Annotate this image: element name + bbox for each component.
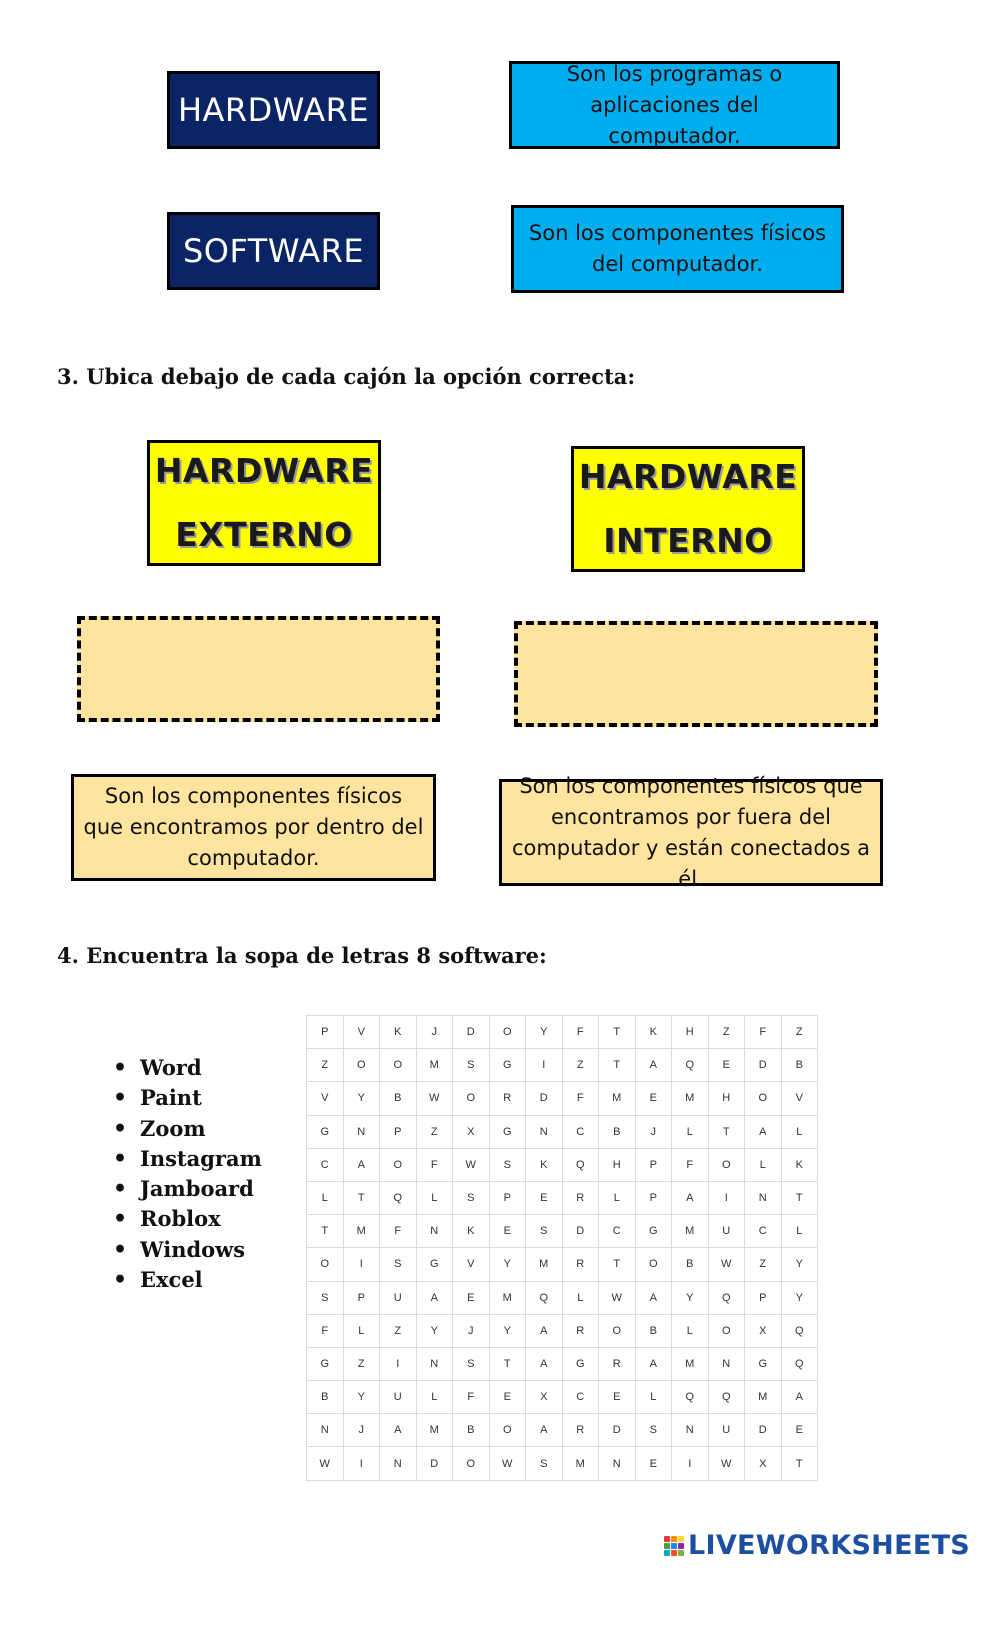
grid-letter-cell[interactable]: H — [708, 1082, 745, 1115]
grid-letter-cell[interactable]: A — [416, 1281, 453, 1314]
grid-letter-cell[interactable]: Z — [416, 1115, 453, 1148]
grid-letter-cell[interactable]: O — [380, 1148, 417, 1181]
grid-letter-cell[interactable]: K — [526, 1148, 563, 1181]
grid-letter-cell[interactable]: P — [745, 1281, 782, 1314]
logo-square — [678, 1543, 684, 1549]
grid-letter-cell[interactable]: B — [380, 1082, 417, 1115]
grid-letter-cell[interactable]: Q — [526, 1281, 563, 1314]
grid-letter-cell[interactable]: Y — [781, 1248, 818, 1281]
grid-letter-cell[interactable]: N — [745, 1181, 782, 1214]
grid-row — [307, 1115, 818, 1148]
grid-letter-cell[interactable]: O — [489, 1016, 526, 1049]
grid-letter-cell[interactable]: M — [416, 1049, 453, 1082]
grid-letter-cell[interactable]: Z — [745, 1248, 782, 1281]
grid-letter-cell[interactable]: G — [489, 1049, 526, 1082]
definition-text: Son los componentes físicos del computador. — [528, 221, 827, 276]
grid-letter-cell[interactable]: V — [781, 1082, 818, 1115]
grid-letter-cell[interactable]: Q — [380, 1181, 417, 1214]
grid-letter-cell[interactable]: P — [635, 1148, 672, 1181]
grid-letter-cell[interactable]: C — [562, 1381, 599, 1414]
grid-letter-cell[interactable]: F — [453, 1381, 490, 1414]
grid-letter-cell[interactable]: E — [489, 1381, 526, 1414]
grid-row — [307, 1016, 818, 1049]
grid-row — [307, 1082, 818, 1115]
grid-letter-cell[interactable]: B — [599, 1115, 636, 1148]
definition-box-components[interactable] — [511, 205, 844, 293]
grid-letter-cell[interactable]: V — [453, 1248, 490, 1281]
grid-letter-cell[interactable]: V — [307, 1082, 344, 1115]
grid-letter-cell[interactable]: A — [635, 1049, 672, 1082]
grid-letter-cell[interactable]: O — [745, 1082, 782, 1115]
logo-square — [671, 1550, 677, 1556]
grid-letter-cell[interactable]: L — [599, 1181, 636, 1214]
category-line1: HARDWARE — [578, 457, 798, 496]
grid-letter-cell[interactable]: Q — [672, 1381, 709, 1414]
word-search-grid — [306, 1015, 818, 1481]
grid-letter-cell[interactable]: T — [599, 1248, 636, 1281]
grid-letter-cell[interactable]: C — [599, 1215, 636, 1248]
logo-square — [664, 1536, 670, 1542]
category-box-external — [147, 440, 381, 566]
grid-row — [307, 1447, 818, 1480]
grid-letter-cell[interactable]: Z — [307, 1049, 344, 1082]
grid-letter-cell[interactable]: S — [380, 1248, 417, 1281]
definition-box-programs[interactable] — [509, 61, 840, 149]
logo-square — [671, 1543, 677, 1549]
grid-letter-cell[interactable]: T — [708, 1115, 745, 1148]
logo-square — [664, 1543, 670, 1549]
grid-letter-cell[interactable]: H — [599, 1148, 636, 1181]
grid-letter-cell[interactable]: R — [562, 1414, 599, 1447]
grid-letter-cell[interactable]: A — [781, 1381, 818, 1414]
grid-letter-cell[interactable]: T — [307, 1215, 344, 1248]
grid-row — [307, 1381, 818, 1414]
grid-letter-cell[interactable]: F — [672, 1148, 709, 1181]
section-4-heading: 4. Encuentra la sopa de letras 8 software: — [57, 943, 547, 968]
grid-letter-cell[interactable]: A — [526, 1347, 563, 1380]
grid-letter-cell[interactable]: R — [562, 1314, 599, 1347]
grid-letter-cell[interactable]: T — [781, 1447, 818, 1480]
grid-letter-cell[interactable]: M — [599, 1082, 636, 1115]
option-text: Son los componentes físicos que encontramos por dentro del computador. — [83, 784, 424, 870]
grid-letter-cell[interactable]: O — [453, 1447, 490, 1480]
grid-letter-cell[interactable]: D — [562, 1215, 599, 1248]
grid-letter-cell[interactable]: G — [416, 1248, 453, 1281]
grid-letter-cell[interactable]: J — [416, 1016, 453, 1049]
grid-letter-cell[interactable]: C — [307, 1148, 344, 1181]
grid-letter-cell[interactable]: D — [745, 1414, 782, 1447]
term-box-software[interactable] — [167, 212, 380, 290]
grid-letter-cell[interactable]: X — [745, 1314, 782, 1347]
word-item: • Jamboard — [113, 1174, 262, 1204]
grid-letter-cell[interactable]: O — [343, 1049, 380, 1082]
grid-row — [307, 1248, 818, 1281]
grid-letter-cell[interactable]: B — [453, 1414, 490, 1447]
grid-letter-cell[interactable]: N — [343, 1115, 380, 1148]
grid-letter-cell[interactable]: E — [453, 1281, 490, 1314]
definition-text: Son los programas o aplicaciones del computador. — [566, 61, 783, 148]
term-box-hardware[interactable] — [167, 71, 380, 149]
grid-letter-cell[interactable]: N — [380, 1447, 417, 1480]
grid-letter-cell[interactable]: Y — [343, 1381, 380, 1414]
grid-letter-cell[interactable]: G — [635, 1215, 672, 1248]
grid-letter-cell[interactable]: Q — [708, 1281, 745, 1314]
grid-letter-cell[interactable]: U — [708, 1414, 745, 1447]
grid-letter-cell[interactable]: O — [635, 1248, 672, 1281]
grid-letter-cell[interactable]: A — [343, 1148, 380, 1181]
grid-letter-cell[interactable]: J — [343, 1414, 380, 1447]
word-list — [113, 1053, 262, 1295]
grid-letter-cell[interactable]: S — [453, 1347, 490, 1380]
grid-letter-cell[interactable]: F — [562, 1016, 599, 1049]
grid-letter-cell[interactable]: X — [453, 1115, 490, 1148]
grid-letter-cell[interactable]: G — [562, 1347, 599, 1380]
grid-letter-cell[interactable]: R — [599, 1347, 636, 1380]
logo-square — [678, 1550, 684, 1556]
grid-letter-cell[interactable]: Y — [416, 1314, 453, 1347]
grid-letter-cell[interactable]: B — [307, 1381, 344, 1414]
option-inside[interactable] — [71, 774, 436, 881]
grid-row — [307, 1281, 818, 1314]
grid-letter-cell[interactable]: K — [781, 1148, 818, 1181]
drop-zone-internal[interactable] — [514, 621, 878, 727]
grid-letter-cell[interactable]: W — [453, 1148, 490, 1181]
grid-letter-cell[interactable]: B — [635, 1314, 672, 1347]
grid-letter-cell[interactable]: Q — [672, 1049, 709, 1082]
grid-letter-cell[interactable]: D — [745, 1049, 782, 1082]
logo-squares-icon — [664, 1536, 684, 1556]
grid-letter-cell[interactable]: E — [708, 1049, 745, 1082]
grid-letter-cell[interactable]: R — [562, 1181, 599, 1214]
grid-letter-cell[interactable]: P — [489, 1181, 526, 1214]
term-label: SOFTWARE — [182, 232, 365, 270]
grid-letter-cell[interactable]: P — [635, 1181, 672, 1214]
grid-letter-cell[interactable]: D — [526, 1082, 563, 1115]
grid-letter-cell[interactable]: Y — [781, 1281, 818, 1314]
grid-letter-cell[interactable]: W — [708, 1447, 745, 1480]
grid-letter-cell[interactable]: O — [708, 1148, 745, 1181]
category-box-internal — [571, 446, 805, 572]
grid-letter-cell[interactable]: J — [635, 1115, 672, 1148]
word-item: • Word — [113, 1053, 262, 1083]
grid-letter-cell[interactable]: A — [526, 1414, 563, 1447]
grid-letter-cell[interactable]: L — [781, 1115, 818, 1148]
grid-letter-cell[interactable]: W — [416, 1082, 453, 1115]
grid-letter-cell[interactable]: N — [708, 1347, 745, 1380]
grid-letter-cell[interactable]: F — [307, 1314, 344, 1347]
grid-letter-cell[interactable]: U — [380, 1281, 417, 1314]
grid-letter-cell[interactable]: A — [380, 1414, 417, 1447]
grid-letter-cell[interactable]: T — [489, 1347, 526, 1380]
grid-letter-cell[interactable]: P — [343, 1281, 380, 1314]
grid-letter-cell[interactable]: P — [307, 1016, 344, 1049]
grid-letter-cell[interactable]: W — [489, 1447, 526, 1480]
grid-letter-cell[interactable]: K — [453, 1215, 490, 1248]
grid-letter-cell[interactable]: T — [599, 1016, 636, 1049]
term-label: HARDWARE — [177, 91, 370, 129]
grid-letter-cell[interactable]: R — [489, 1082, 526, 1115]
grid-letter-cell[interactable]: Z — [562, 1049, 599, 1082]
grid-letter-cell[interactable]: M — [745, 1381, 782, 1414]
grid-letter-cell[interactable]: L — [416, 1381, 453, 1414]
grid-letter-cell[interactable]: A — [635, 1281, 672, 1314]
grid-row — [307, 1049, 818, 1082]
grid-letter-cell[interactable]: E — [635, 1082, 672, 1115]
grid-letter-cell[interactable]: L — [343, 1314, 380, 1347]
grid-letter-cell[interactable]: T — [343, 1181, 380, 1214]
grid-letter-cell[interactable]: F — [416, 1148, 453, 1181]
logo-square — [671, 1536, 677, 1542]
grid-letter-cell[interactable]: Z — [708, 1016, 745, 1049]
grid-letter-cell[interactable]: N — [416, 1347, 453, 1380]
grid-letter-cell[interactable]: B — [672, 1248, 709, 1281]
grid-row — [307, 1148, 818, 1181]
grid-letter-cell[interactable]: K — [635, 1016, 672, 1049]
grid-letter-cell[interactable]: S — [526, 1215, 563, 1248]
option-outside[interactable] — [499, 773, 883, 891]
grid-letter-cell[interactable]: N — [599, 1447, 636, 1480]
grid-letter-cell[interactable]: E — [489, 1215, 526, 1248]
grid-letter-cell[interactable]: S — [453, 1181, 490, 1214]
grid-letter-cell[interactable]: A — [635, 1347, 672, 1380]
grid-letter-cell[interactable]: A — [672, 1181, 709, 1214]
liveworksheets-logo — [664, 1530, 970, 1561]
grid-letter-cell[interactable]: G — [489, 1115, 526, 1148]
grid-letter-cell[interactable]: C — [745, 1215, 782, 1248]
grid-letter-cell[interactable]: X — [745, 1447, 782, 1480]
grid-letter-cell[interactable]: Y — [489, 1314, 526, 1347]
grid-letter-cell[interactable]: M — [672, 1082, 709, 1115]
category-line1: HARDWARE — [154, 451, 374, 490]
grid-letter-cell[interactable]: F — [745, 1016, 782, 1049]
grid-letter-cell[interactable]: H — [672, 1016, 709, 1049]
grid-letter-cell[interactable]: T — [599, 1049, 636, 1082]
grid-letter-cell[interactable]: A — [745, 1115, 782, 1148]
logo-square — [678, 1536, 684, 1542]
grid-letter-cell[interactable]: I — [343, 1248, 380, 1281]
grid-letter-cell[interactable]: G — [745, 1347, 782, 1380]
grid-letter-cell[interactable]: Q — [562, 1148, 599, 1181]
grid-letter-cell[interactable]: P — [380, 1115, 417, 1148]
grid-letter-cell[interactable]: Y — [343, 1082, 380, 1115]
grid-letter-cell[interactable]: U — [708, 1215, 745, 1248]
word-item: • Paint — [113, 1083, 262, 1113]
grid-letter-cell[interactable]: G — [307, 1347, 344, 1380]
grid-letter-cell[interactable]: O — [380, 1049, 417, 1082]
grid-letter-cell[interactable]: L — [562, 1281, 599, 1314]
grid-letter-cell[interactable]: Y — [672, 1281, 709, 1314]
grid-letter-cell[interactable]: R — [562, 1248, 599, 1281]
grid-letter-cell[interactable]: Z — [380, 1314, 417, 1347]
logo-text: LIVEWORKSHEETS — [688, 1530, 971, 1561]
grid-letter-cell[interactable]: L — [672, 1314, 709, 1347]
grid-letter-cell[interactable]: B — [781, 1049, 818, 1082]
grid-letter-cell[interactable]: I — [343, 1447, 380, 1480]
grid-letter-cell[interactable]: M — [526, 1248, 563, 1281]
category-line2: INTERNO — [603, 521, 773, 560]
grid-letter-cell[interactable]: F — [380, 1215, 417, 1248]
grid-letter-cell[interactable]: S — [453, 1049, 490, 1082]
grid-letter-cell[interactable]: I — [708, 1181, 745, 1214]
grid-letter-cell[interactable]: D — [416, 1447, 453, 1480]
grid-letter-cell[interactable]: C — [562, 1115, 599, 1148]
grid-letter-cell[interactable]: D — [453, 1016, 490, 1049]
section-3-heading: 3. Ubica debajo de cada cajón la opción correcta: — [57, 364, 636, 389]
grid-letter-cell[interactable]: N — [307, 1414, 344, 1447]
grid-letter-cell[interactable]: A — [526, 1314, 563, 1347]
grid-letter-cell[interactable]: F — [562, 1082, 599, 1115]
logo-square — [664, 1550, 670, 1556]
grid-letter-cell[interactable]: S — [526, 1447, 563, 1480]
grid-letter-cell[interactable]: N — [672, 1414, 709, 1447]
grid-letter-cell[interactable]: N — [416, 1215, 453, 1248]
grid-letter-cell[interactable]: K — [380, 1016, 417, 1049]
option-text: Son los componentes físicos que encontramos por fuera del computador y están conectados a él. — [511, 773, 871, 891]
drop-zone-external[interactable] — [77, 616, 440, 722]
word-item: • Roblox — [113, 1204, 262, 1234]
grid-letter-cell[interactable]: M — [343, 1215, 380, 1248]
grid-letter-cell[interactable]: Z — [343, 1347, 380, 1380]
grid-letter-cell[interactable]: O — [307, 1248, 344, 1281]
grid-letter-cell[interactable]: M — [672, 1215, 709, 1248]
grid-row — [307, 1414, 818, 1447]
grid-letter-cell[interactable]: V — [343, 1016, 380, 1049]
grid-letter-cell[interactable]: Q — [781, 1347, 818, 1380]
grid-letter-cell[interactable]: W — [708, 1248, 745, 1281]
grid-row — [307, 1347, 818, 1380]
grid-letter-cell[interactable]: O — [599, 1314, 636, 1347]
grid-letter-cell[interactable]: S — [635, 1414, 672, 1447]
grid-letter-cell[interactable]: U — [380, 1381, 417, 1414]
grid-letter-cell[interactable]: J — [453, 1314, 490, 1347]
grid-letter-cell[interactable]: E — [526, 1181, 563, 1214]
grid-row — [307, 1215, 818, 1248]
grid-letter-cell[interactable]: E — [599, 1381, 636, 1414]
grid-letter-cell[interactable]: Y — [489, 1248, 526, 1281]
grid-row — [307, 1314, 818, 1347]
grid-letter-cell[interactable]: M — [672, 1347, 709, 1380]
grid-letter-cell[interactable]: W — [599, 1281, 636, 1314]
grid-letter-cell[interactable]: L — [307, 1181, 344, 1214]
word-item: • Instagram — [113, 1144, 262, 1174]
category-line2: EXTERNO — [175, 515, 353, 554]
grid-letter-cell[interactable]: X — [526, 1381, 563, 1414]
grid-letter-cell[interactable]: Q — [781, 1314, 818, 1347]
word-item: • Windows — [113, 1235, 262, 1265]
grid-letter-cell[interactable]: I — [672, 1447, 709, 1480]
grid-letter-cell[interactable]: O — [453, 1082, 490, 1115]
grid-letter-cell[interactable]: S — [489, 1148, 526, 1181]
grid-letter-cell[interactable]: D — [599, 1414, 636, 1447]
word-item: • Zoom — [113, 1114, 262, 1144]
grid-letter-cell[interactable]: O — [708, 1314, 745, 1347]
grid-letter-cell[interactable]: L — [745, 1148, 782, 1181]
grid-letter-cell[interactable]: L — [635, 1381, 672, 1414]
grid-letter-cell[interactable]: M — [416, 1414, 453, 1447]
grid-letter-cell[interactable]: I — [526, 1049, 563, 1082]
grid-letter-cell[interactable]: E — [635, 1447, 672, 1480]
grid-letter-cell[interactable]: I — [380, 1347, 417, 1380]
grid-letter-cell[interactable]: W — [307, 1447, 344, 1480]
grid-letter-cell[interactable]: E — [781, 1414, 818, 1447]
grid-letter-cell[interactable]: Q — [708, 1381, 745, 1414]
grid-letter-cell[interactable]: G — [307, 1115, 344, 1148]
grid-letter-cell[interactable]: L — [781, 1215, 818, 1248]
grid-letter-cell[interactable]: L — [672, 1115, 709, 1148]
grid-letter-cell[interactable]: N — [526, 1115, 563, 1148]
grid-letter-cell[interactable]: L — [416, 1181, 453, 1214]
grid-letter-cell[interactable]: S — [307, 1281, 344, 1314]
grid-letter-cell[interactable]: T — [781, 1181, 818, 1214]
grid-row — [307, 1181, 818, 1214]
grid-letter-cell[interactable]: O — [489, 1414, 526, 1447]
grid-letter-cell[interactable]: M — [489, 1281, 526, 1314]
grid-letter-cell[interactable]: Y — [526, 1016, 563, 1049]
grid-letter-cell[interactable]: M — [562, 1447, 599, 1480]
grid-letter-cell[interactable]: Z — [781, 1016, 818, 1049]
word-item: • Excel — [113, 1265, 262, 1295]
